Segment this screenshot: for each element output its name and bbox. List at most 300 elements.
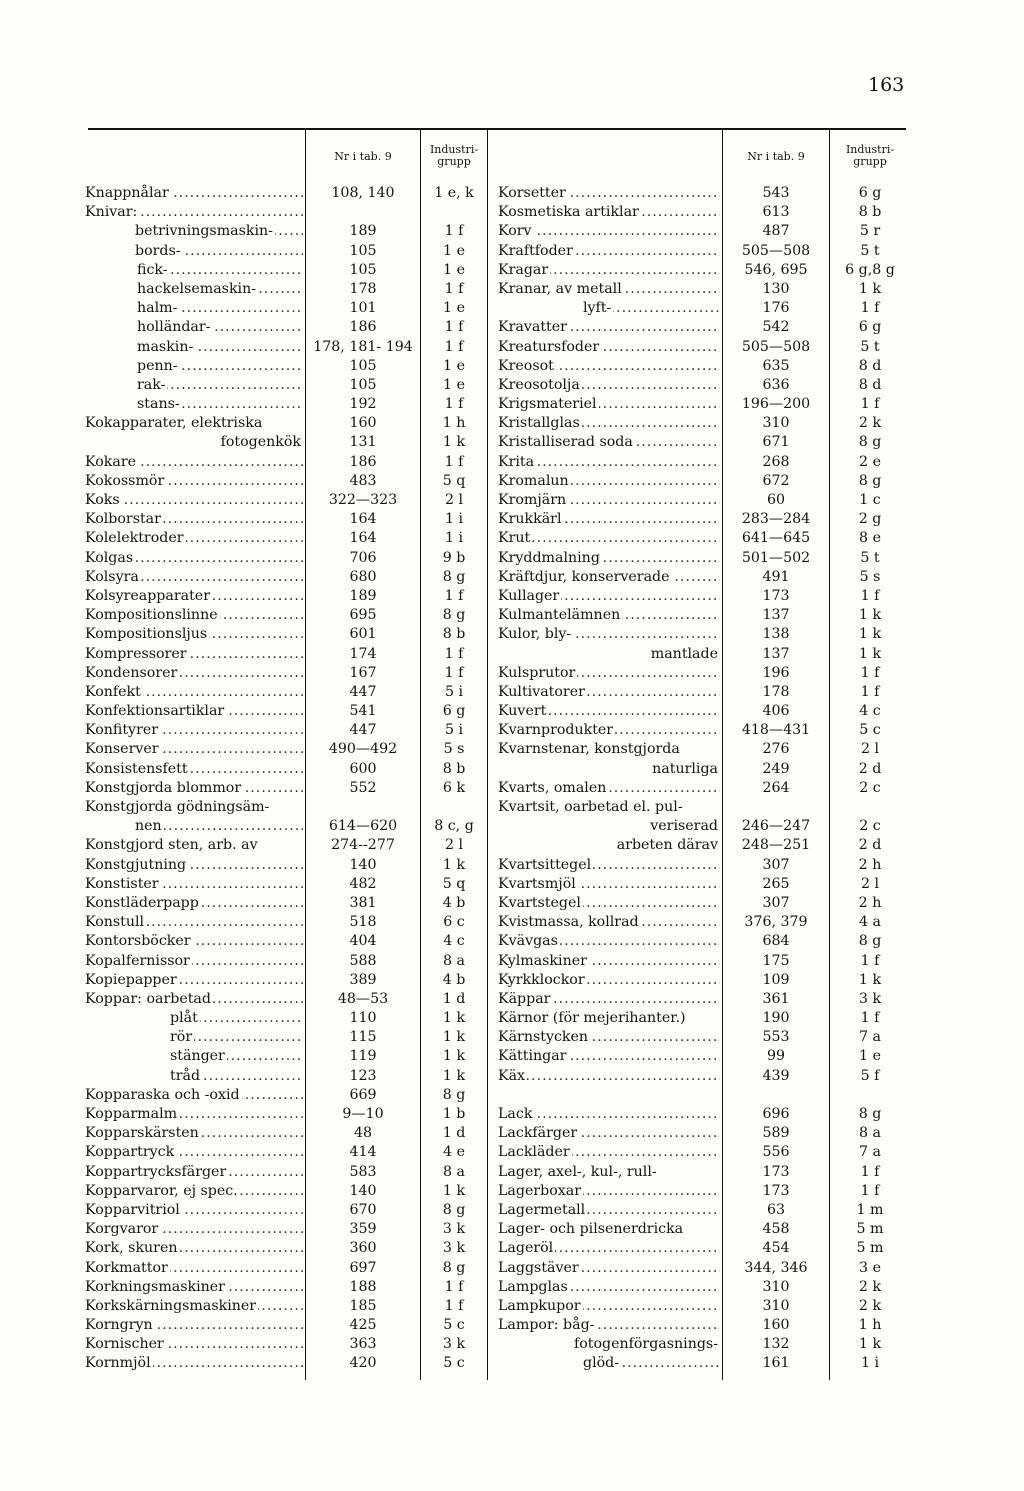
entry-industry-group: 2 h xyxy=(858,894,882,911)
entry-label: Krukkärl xyxy=(498,511,562,528)
entry-industry-group: 4 b xyxy=(442,971,466,988)
index-row xyxy=(498,433,908,452)
entry-industry-group: 4 a xyxy=(859,914,881,931)
entry-label: Kopparmalm xyxy=(85,1106,178,1122)
entry-industry-group: 1 f xyxy=(860,396,880,413)
entry-label: Kylmaskiner xyxy=(498,952,587,969)
entry-table-number: 706 xyxy=(349,549,377,566)
index-row xyxy=(85,798,483,817)
index-row xyxy=(498,1335,908,1354)
entry-label: Kork, skuren xyxy=(85,1240,178,1257)
entry-label: Lack xyxy=(498,1106,533,1122)
entry-industry-group: 2 c xyxy=(859,779,881,796)
index-row xyxy=(85,510,483,529)
column-header xyxy=(85,140,483,184)
index-row xyxy=(85,683,483,702)
entry-table-number: 178 xyxy=(762,683,790,700)
index-row xyxy=(498,568,908,587)
entry-label: Kvartstegel xyxy=(498,894,581,911)
entry-table-number: 389 xyxy=(349,971,377,988)
page-number: 163 xyxy=(868,74,905,96)
entry-table-number: 137 xyxy=(762,607,790,624)
entry-label: holländar- xyxy=(137,319,211,336)
entry-label: Konserver xyxy=(85,741,159,758)
entry-industry-group: 4 e xyxy=(443,1144,465,1161)
index-row xyxy=(498,817,908,836)
entry-label: Korgvaror xyxy=(85,1221,159,1238)
entry-label: Korngryn xyxy=(85,1317,153,1334)
entry-table-number: 189 xyxy=(349,223,377,240)
entry-label: Kopalfernissor xyxy=(85,952,190,969)
entry-industry-group: 1 f xyxy=(860,664,880,681)
index-row xyxy=(498,1220,908,1239)
entry-industry-group: 6 k xyxy=(442,779,466,796)
entry-table-number: 185 xyxy=(349,1297,377,1314)
index-row xyxy=(85,1105,483,1124)
entry-industry-group: 6 g xyxy=(858,185,882,201)
entry-label: Kvartsit, oarbetad el. pul- xyxy=(498,799,683,815)
column-header xyxy=(498,140,908,184)
entry-table-number: 131 xyxy=(349,434,377,451)
index-row xyxy=(85,1163,483,1182)
entry-table-number: 178, 181- 194 xyxy=(313,338,413,355)
entry-industry-group: 1 e, k xyxy=(434,185,474,201)
index-row xyxy=(85,338,483,357)
entry-label: arbeten därav xyxy=(616,837,718,854)
entry-label: Kulor, bly- xyxy=(498,626,572,643)
entry-label: halm- xyxy=(137,300,178,317)
entry-table-number: 63 xyxy=(766,1201,786,1218)
top-rule xyxy=(88,128,906,130)
entry-table-number: 672 xyxy=(762,472,790,489)
entry-industry-group: 1 d xyxy=(442,1125,466,1142)
index-row xyxy=(498,683,908,702)
entry-table-number: 696 xyxy=(762,1106,790,1122)
entry-label: Kromalun xyxy=(498,472,569,489)
entry-label: Kompressorer xyxy=(85,645,187,662)
entry-table-number: 589 xyxy=(762,1125,790,1142)
index-row xyxy=(85,1316,483,1335)
entry-label: Kolelektroder xyxy=(85,530,184,547)
entry-label: Käppar xyxy=(498,990,551,1007)
entry-label: Lackfärger xyxy=(498,1125,578,1142)
entry-table-number: 174 xyxy=(349,645,377,662)
index-row xyxy=(85,568,483,587)
entry-label: fotogenkök xyxy=(220,434,301,451)
header-grupp: Industri- grupp xyxy=(429,143,479,168)
entry-industry-group: 1 d xyxy=(442,990,466,1007)
entry-label: Konstläderpapp xyxy=(85,894,199,911)
entry-industry-group: 1 e xyxy=(443,300,465,317)
entry-table-number: 192 xyxy=(349,396,377,413)
index-row xyxy=(85,1028,483,1047)
index-row xyxy=(85,222,483,241)
index-row xyxy=(498,1239,908,1258)
index-row xyxy=(85,357,483,376)
entry-label: Kragar xyxy=(498,261,549,278)
entry-label: Kultivatorer xyxy=(498,683,585,700)
entry-industry-group: 8 g xyxy=(858,933,882,950)
entry-table-number: 310 xyxy=(762,1278,790,1295)
entry-industry-group: 1 k xyxy=(858,1336,882,1353)
entry-table-number: 108, 140 xyxy=(331,185,395,201)
entry-table-number: 439 xyxy=(762,1067,790,1084)
entry-table-number: 105 xyxy=(349,242,377,259)
entry-industry-group: 7 a xyxy=(859,1144,881,1161)
entry-industry-group: 3 k xyxy=(442,1336,466,1353)
header-nr: Nr i tab. 9 xyxy=(747,150,805,163)
entry-table-number: 613 xyxy=(762,204,790,221)
entry-industry-group: 8 c, g xyxy=(434,818,474,835)
index-row xyxy=(498,1278,908,1297)
entry-table-number: 376, 379 xyxy=(744,914,808,931)
entry-industry-group: 1 k xyxy=(858,971,882,988)
entry-table-number: 119 xyxy=(349,1048,377,1065)
entry-industry-group: 1 k xyxy=(442,434,466,451)
entry-table-number: 138 xyxy=(762,626,790,643)
entry-label: Kokare xyxy=(85,453,136,470)
entry-table-number: 48—53 xyxy=(337,990,389,1007)
entry-industry-group: 2 k xyxy=(858,1297,882,1314)
entry-industry-group: 5 s xyxy=(859,568,881,585)
entry-industry-group: 4 b xyxy=(442,894,466,911)
index-row xyxy=(498,798,908,817)
index-row xyxy=(85,1220,483,1239)
index-row xyxy=(85,261,483,280)
index-row xyxy=(498,1201,908,1220)
entry-label: Kranar, av metall xyxy=(498,280,622,297)
index-row xyxy=(85,990,483,1009)
entry-table-number: 670 xyxy=(349,1201,377,1218)
entry-label: Kondensorer xyxy=(85,664,178,681)
entry-label: Kristallglas xyxy=(498,415,580,432)
index-row xyxy=(498,1143,908,1162)
entry-table-number: 614—620 xyxy=(328,818,398,835)
entry-table-number: 173 xyxy=(762,1163,790,1180)
entry-table-number: 552 xyxy=(349,779,377,796)
entry-industry-group: 6 g,8 g xyxy=(845,261,895,278)
divider-center xyxy=(487,130,488,1380)
entry-table-number: 109 xyxy=(762,971,790,988)
entry-table-number: 248—251 xyxy=(741,837,811,854)
entry-table-number: 360 xyxy=(349,1240,377,1257)
entry-label: fick- xyxy=(137,261,168,278)
entry-industry-group: 2 k xyxy=(858,1278,882,1295)
entry-label: Krut xyxy=(498,530,531,547)
entry-table-number: 176 xyxy=(762,300,790,317)
entry-table-number: 137 xyxy=(762,645,790,662)
entry-industry-group: 8 e xyxy=(859,530,881,547)
index-row xyxy=(498,1105,908,1124)
entry-label: bords- xyxy=(135,242,181,259)
entry-industry-group: 3 k xyxy=(442,1240,466,1257)
entry-table-number: 671 xyxy=(762,434,790,451)
entry-label: Koks xyxy=(85,492,120,508)
entry-industry-group: 5 f xyxy=(860,1067,880,1084)
entry-label: Kokapparater, elektriska xyxy=(85,415,263,432)
entry-table-number: 505—508 xyxy=(741,242,811,259)
index-row xyxy=(85,1335,483,1354)
index-row xyxy=(498,664,908,683)
entry-label: Kräftdjur, konserverade xyxy=(498,568,670,585)
index-row xyxy=(498,472,908,491)
index-row xyxy=(85,587,483,606)
entry-label: Kreosotolja xyxy=(498,376,580,393)
entry-label: Lageröl xyxy=(498,1240,554,1257)
index-row xyxy=(498,1259,908,1278)
entry-table-number: 196—200 xyxy=(741,396,811,413)
entry-table-number: 283—284 xyxy=(741,511,811,528)
entry-table-number: 105 xyxy=(349,261,377,278)
entry-industry-group: 2 l xyxy=(860,741,880,758)
index-row xyxy=(498,549,908,568)
entry-table-number: 636 xyxy=(762,376,790,393)
entry-label: Kopiepapper xyxy=(85,971,177,988)
entry-industry-group: 1 f xyxy=(444,280,464,297)
index-row xyxy=(85,184,483,203)
index-row xyxy=(85,606,483,625)
entry-industry-group: 1 f xyxy=(444,338,464,355)
index-row xyxy=(85,625,483,644)
index-row xyxy=(498,261,908,280)
entry-industry-group: 1 f xyxy=(444,645,464,662)
entry-industry-group: 2 l xyxy=(444,492,464,508)
index-row xyxy=(85,453,483,472)
index-row xyxy=(85,856,483,875)
entry-label: betrivningsmaskin- xyxy=(135,223,273,240)
entry-label: Koppartryck xyxy=(85,1144,175,1161)
index-row xyxy=(85,1067,483,1086)
entry-industry-group: 2 h xyxy=(858,856,882,873)
index-row xyxy=(85,971,483,990)
entry-label: mantlade xyxy=(650,645,718,662)
index-row xyxy=(85,1143,483,1162)
index-row xyxy=(498,760,908,779)
entry-label: Korsetter xyxy=(498,185,566,201)
index-row xyxy=(85,1278,483,1297)
entry-industry-group: 5 t xyxy=(860,549,880,566)
entry-table-number: 274--277 xyxy=(331,837,395,854)
index-row xyxy=(498,990,908,1009)
entry-industry-group: 1 f xyxy=(860,1163,880,1180)
entry-table-number: 249 xyxy=(762,760,790,777)
entry-industry-group: 5 m xyxy=(856,1240,884,1257)
entry-table-number: 307 xyxy=(762,856,790,873)
entry-industry-group: 8 b xyxy=(442,626,466,643)
entry-label: Kokossmör xyxy=(85,472,165,489)
index-row xyxy=(85,299,483,318)
entry-label: Kopparvitriol xyxy=(85,1201,180,1218)
index-row xyxy=(498,1354,908,1373)
entry-table-number: 160 xyxy=(762,1317,790,1334)
entry-industry-group: 9 b xyxy=(442,549,466,566)
entry-label: Korkningsmaskiner xyxy=(85,1278,225,1295)
entry-label: Kärnor (för mejerihanter.) xyxy=(498,1010,686,1027)
entry-industry-group: 8 b xyxy=(858,204,882,221)
index-row xyxy=(498,376,908,395)
entry-table-number: 310 xyxy=(762,415,790,432)
entry-label: Kulmantelämnen xyxy=(498,607,621,624)
entry-industry-group: 5 s xyxy=(443,741,465,758)
entry-table-number: 60 xyxy=(766,492,786,508)
index-row xyxy=(498,1163,908,1182)
entry-table-number: 697 xyxy=(349,1259,377,1276)
entry-label: Kopparskärsten xyxy=(85,1125,199,1142)
entry-label: Kolgas xyxy=(85,549,134,566)
entry-label: Kvarnstenar, konstgjorda xyxy=(498,741,680,758)
entry-label: Kristalliserad soda xyxy=(498,434,633,451)
entry-label: Konfektionsartiklar xyxy=(85,703,225,720)
entry-table-number: 110 xyxy=(349,1010,377,1027)
entry-table-number: 553 xyxy=(762,1029,790,1046)
entry-industry-group: 1 f xyxy=(444,396,464,413)
entry-table-number: 501—502 xyxy=(741,549,811,566)
entry-industry-group: 1 h xyxy=(442,415,466,432)
entry-industry-group: 1 f xyxy=(860,952,880,969)
index-row xyxy=(498,779,908,798)
entry-table-number: 48 xyxy=(353,1125,373,1142)
entry-industry-group: 1 f xyxy=(860,1182,880,1199)
index-row xyxy=(498,1067,908,1086)
entry-industry-group: 1 f xyxy=(444,223,464,240)
entry-label: naturliga xyxy=(652,760,718,777)
entry-industry-group: 8 g xyxy=(858,1106,882,1122)
entry-industry-group: 1 i xyxy=(444,530,464,547)
entry-table-number: 132 xyxy=(762,1336,790,1353)
entry-industry-group: 5 i xyxy=(444,722,464,739)
index-row xyxy=(85,529,483,548)
entry-table-number: 276 xyxy=(762,741,790,758)
entry-table-number: 307 xyxy=(762,894,790,911)
index-row xyxy=(85,280,483,299)
entry-table-number: 680 xyxy=(349,568,377,585)
entry-table-number: 425 xyxy=(349,1317,377,1334)
entry-label: Kvartsmjöl xyxy=(498,875,576,892)
entry-label: Kullager xyxy=(498,587,560,604)
index-row xyxy=(498,625,908,644)
entry-label: Kosmetiska artiklar xyxy=(498,204,639,221)
entry-table-number: 99 xyxy=(766,1048,786,1065)
entry-table-number: 483 xyxy=(349,472,377,489)
entry-label: Kornischer xyxy=(85,1336,164,1353)
entry-label: Korkmattor xyxy=(85,1259,168,1276)
entry-table-number: 600 xyxy=(349,760,377,777)
entry-industry-group: 2 e xyxy=(859,453,881,470)
entry-label: Kolsyra xyxy=(85,568,139,585)
entry-industry-group: 5 c xyxy=(443,1317,465,1334)
entry-label: Kuvert xyxy=(498,703,547,720)
entry-table-number: 322—323 xyxy=(328,492,398,508)
entry-industry-group: 1 f xyxy=(444,319,464,336)
index-row xyxy=(498,318,908,337)
entry-table-number: 601 xyxy=(349,626,377,643)
entry-table-number: 406 xyxy=(762,703,790,720)
entry-table-number: 246—247 xyxy=(741,818,811,835)
entry-table-number: 115 xyxy=(349,1029,377,1046)
index-row xyxy=(498,606,908,625)
entry-label: Koppartrycksfärger xyxy=(85,1163,227,1180)
entry-label: Kravatter xyxy=(498,319,567,336)
entry-industry-group: 3 k xyxy=(858,990,882,1007)
index-row xyxy=(85,472,483,491)
entry-table-number: 310 xyxy=(762,1297,790,1314)
index-row xyxy=(498,1182,908,1201)
index-row xyxy=(498,510,908,529)
index-row xyxy=(85,952,483,971)
entry-table-number: 105 xyxy=(349,357,377,374)
entry-table-number: 447 xyxy=(349,722,377,739)
entry-industry-group: 6 g xyxy=(858,319,882,336)
entry-industry-group: 1 e xyxy=(443,376,465,393)
index-row xyxy=(498,721,908,740)
entry-table-number: 588 xyxy=(349,952,377,969)
entry-label: lyft- xyxy=(583,300,612,317)
entry-table-number: 418—431 xyxy=(741,722,811,739)
entry-industry-group: 5 q xyxy=(442,472,466,489)
index-row xyxy=(85,1201,483,1220)
entry-industry-group: 1 k xyxy=(442,1029,466,1046)
entry-label: Lackläder xyxy=(498,1144,570,1161)
entry-label: veriserad xyxy=(650,818,718,835)
index-row xyxy=(498,414,908,433)
entry-industry-group: 1 b xyxy=(442,1106,466,1122)
index-row xyxy=(498,932,908,951)
entry-table-number: 175 xyxy=(762,952,790,969)
entry-table-number: 543 xyxy=(762,185,790,201)
entry-label: Kvartsittegel xyxy=(498,856,592,873)
entry-table-number: 556 xyxy=(762,1144,790,1161)
entry-industry-group: 1 i xyxy=(860,1355,880,1372)
entry-label: Laggstäver xyxy=(498,1259,579,1276)
index-row xyxy=(498,836,908,855)
entry-label: Kontorsböcker xyxy=(85,933,191,950)
entry-label: Kvarnprodukter xyxy=(498,722,614,739)
entry-industry-group: 2 l xyxy=(444,837,464,854)
index-row xyxy=(85,721,483,740)
index-row xyxy=(498,280,908,299)
entry-label: maskin- xyxy=(137,338,194,355)
entry-label: Knappnålar xyxy=(85,185,169,201)
entry-table-number: 542 xyxy=(762,319,790,336)
entry-label: Kulsprutor xyxy=(498,664,576,681)
entry-table-number: 186 xyxy=(349,319,377,336)
entry-label: Lagerboxar xyxy=(498,1182,582,1199)
entry-label: Kolsyreapparater xyxy=(85,587,210,604)
entry-label: Konfityrer xyxy=(85,722,159,739)
entry-table-number: 695 xyxy=(349,607,377,624)
entry-table-number: 9—10 xyxy=(342,1106,384,1122)
entry-industry-group: 1 e xyxy=(443,261,465,278)
index-row xyxy=(498,971,908,990)
index-row xyxy=(498,1047,908,1066)
index-row xyxy=(498,1297,908,1316)
entry-industry-group: 1 f xyxy=(860,683,880,700)
entry-industry-group: 6 c xyxy=(443,914,465,931)
entry-label: Konstgjord sten, arb. av xyxy=(85,837,258,854)
entry-label: Krita xyxy=(498,453,535,470)
entry-industry-group: 5 c xyxy=(859,722,881,739)
index-row xyxy=(498,856,908,875)
entry-industry-group: 5 r xyxy=(859,223,881,240)
entry-table-number: 140 xyxy=(349,856,377,873)
entry-label: Lampglas xyxy=(498,1278,568,1295)
entry-table-number: 420 xyxy=(349,1355,377,1372)
index-row xyxy=(85,702,483,721)
index-row xyxy=(498,184,908,203)
entry-table-number: 264 xyxy=(762,779,790,796)
left-index-column xyxy=(85,140,483,1374)
entry-label: Kopparvaror, ej spec. xyxy=(85,1182,238,1199)
